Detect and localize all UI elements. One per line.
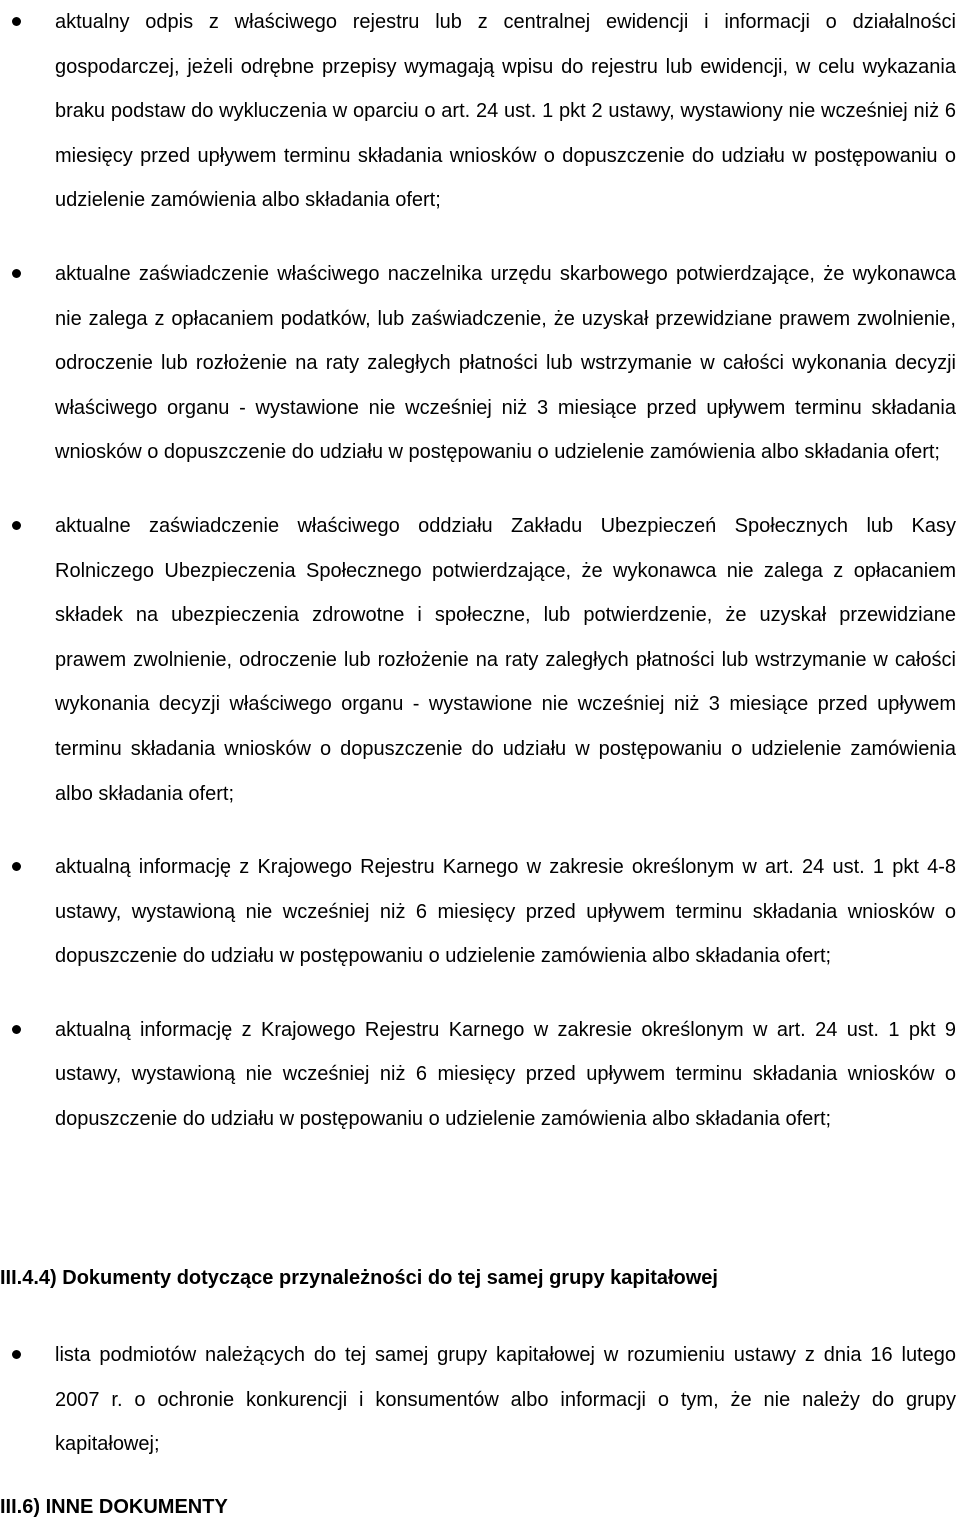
list-item-text: aktualne zaświadczenie właściwego oddziału Zakładu Ubezpieczeń Społecznych lub Kasy Rolniczego Ubezpieczenia Społecznego potwierdzające, że wykonawca nie zalega z opłacaniem składek na ubezpieczenia zdrowotne i społeczne, lub potwierdzenie, że uzyskał przewidziane prawem zwolnienie, odroczenie lub rozłożenie na raty zaległych płatności lub wstrzymanie w całości wykonania decyzji właściwego organu - wystawione nie wcześniej niż 3 miesiące przed upływem terminu składania wniosków o dopuszczenie do udziału w postępowaniu o udzielenie zamówienia albo składania ofert; <box>55 514 956 805</box>
bullet-icon <box>12 17 21 26</box>
list-item-text: aktualne zaświadczenie właściwego naczelnika urzędu skarbowego potwierdzające, że wykonawca nie zalega z opłacaniem podatków, lub zaświadczenie, że uzyskał przewidziane prawem zwolnienie, odroczenie lub rozłożenie na raty zaległych płatności lub wstrzymanie w całości wykonania decyzji właściwego organu - wystawione nie wcześniej niż 3 miesiące przed upływem terminu składania wniosków o dopuszczenie do udziału w postępowaniu o udzielenie zamówienia albo składania ofert; <box>55 262 956 464</box>
capital-group-list <box>0 1333 960 1467</box>
bullet-icon <box>12 862 21 871</box>
list-item <box>0 845 960 979</box>
list-item-text: aktualną informację z Krajowego Rejestru Karnego w zakresie określonym w art. 24 ust. 1 pkt 9 ustawy, wystawioną nie wcześniej niż 6 miesięcy przed upływem terminu składania wniosków o dopuszczenie do udziału w postępowaniu o udzielenie zamówienia albo składania ofert; <box>55 1018 956 1131</box>
bullet-icon <box>12 269 21 278</box>
list-item-text: aktualny odpis z właściwego rejestru lub z centralnej ewidencji i informacji o działalności gospodarczej, jeżeli odrębne przepisy wymagają wpisu do rejestru lub ewidencji, w celu wykazania braku podstaw do wykluczenia w oparciu o art. 24 ust. 1 pkt 2 ustawy, wystawiony nie wcześniej niż 6 miesięcy przed upływem terminu składania wniosków o dopuszczenie do udziału w postępowaniu o udzielenie zamówienia albo składania ofert; <box>55 11 956 212</box>
list-item <box>0 0 960 223</box>
list-item <box>0 1333 960 1467</box>
section-heading-capital-group: III.4.4) Dokumenty dotyczące przynależności do tej samej grupy kapitałowej <box>0 1267 718 1289</box>
bullet-icon <box>12 1350 21 1359</box>
list-item <box>0 1008 960 1142</box>
list-item <box>0 504 960 816</box>
list-item <box>0 252 960 475</box>
list-item-text: aktualną informację z Krajowego Rejestru Karnego w zakresie określonym w art. 24 ust. 1 pkt 4-8 ustawy, wystawioną nie wcześniej niż 6 miesięcy przed upływem terminu składania wniosków o dopuszczenie do udziału w postępowaniu o udzielenie zamówienia albo składania ofert; <box>55 856 956 968</box>
list-item-text: lista podmiotów należących do tej samej grupy kapitałowej w rozumieniu ustawy z dnia 16 lutego 2007 r. o ochronie konkurencji i konsumentów albo informacji o tym, że nie należy do grupy kapitałowej; <box>55 1344 956 1456</box>
section-heading-other-documents: III.6) INNE DOKUMENTY <box>0 1496 228 1518</box>
bullet-icon <box>12 521 21 530</box>
bullet-icon <box>12 1025 21 1034</box>
